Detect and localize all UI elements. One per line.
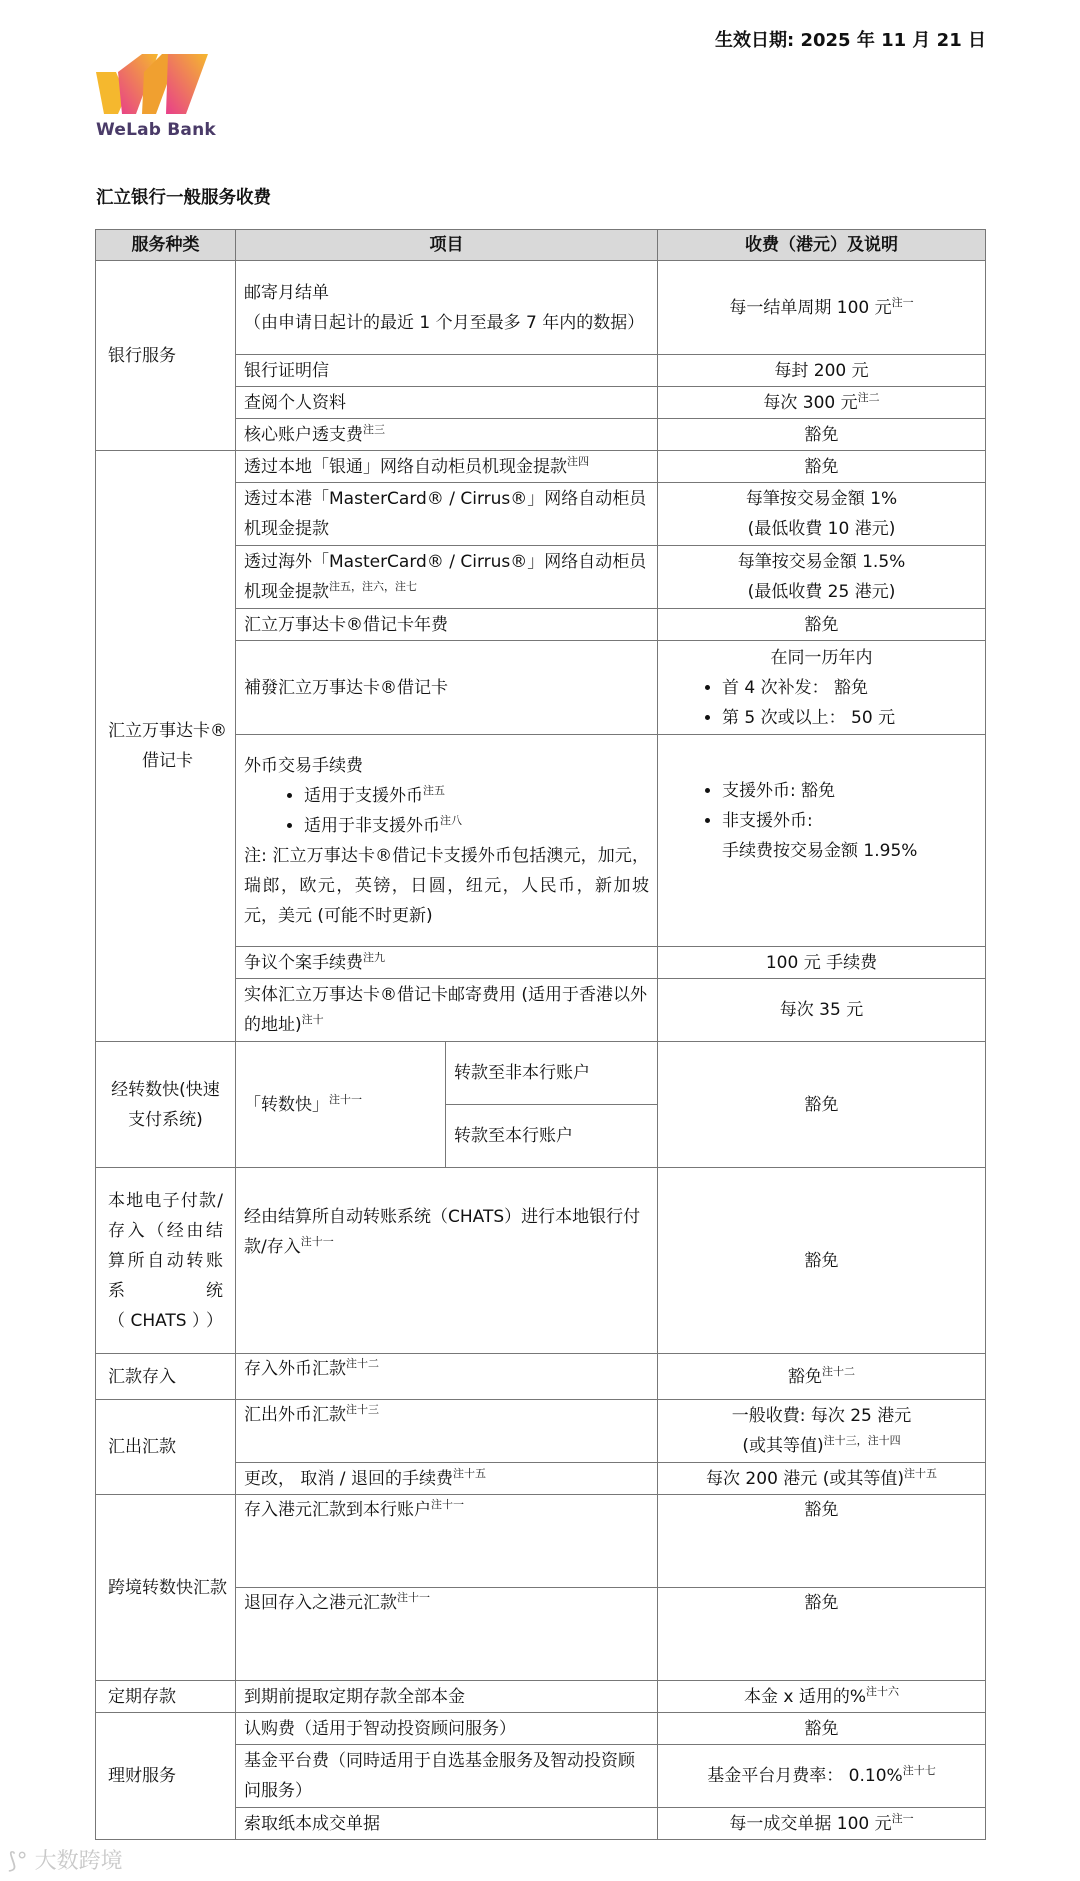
note-ref: 注十一 <box>329 1092 362 1106</box>
fee-text: 每筆按交易金額 1.5% <box>737 552 906 572</box>
fee-remit-out <box>658 1400 986 1463</box>
header-fee: 收费（港元）及说明 <box>658 230 986 261</box>
fee-text: 本金 x 适用的% <box>743 1686 867 1707</box>
item-text: 核心账户透支费 <box>244 424 363 445</box>
note-ref: 注十一 <box>300 1235 334 1248</box>
fee-text: 基金平台月费率： 0.10% <box>707 1766 903 1786</box>
fee-text: 每次 200 港元 (或其等值) <box>706 1468 904 1489</box>
item-text: 邮寄月结单 <box>244 282 329 303</box>
note-ref: 注十一 <box>431 1498 464 1511</box>
item-text: 「转数快」 <box>244 1094 329 1115</box>
item-card-replacement: 補發汇立万事达卡®借记卡 <box>236 641 658 735</box>
item-personal-data <box>236 387 658 419</box>
fee-list <box>666 776 977 866</box>
table-row <box>96 1042 986 1105</box>
note-ref: 注十六 <box>866 1684 900 1698</box>
item-text: （由申请日起计的最近 1 个月至最多 7 年内的数据） <box>244 312 645 333</box>
item-text: 退回存入之港元汇款 <box>244 1593 397 1613</box>
item-time-deposit: 到期前提取定期存款全部本金 <box>236 1681 658 1713</box>
note-ref: 注十七 <box>902 1764 936 1777</box>
note-ref: 注十三 <box>346 1403 379 1416</box>
note-ref: 注八 <box>440 813 462 827</box>
item-cross-border-in <box>236 1495 658 1588</box>
category-remit-in: 汇款存入 <box>96 1354 236 1400</box>
category-fps: 经转数快(快速支付系统) <box>96 1042 236 1168</box>
fee-text: 在同一历年内 <box>770 647 873 668</box>
category-chats: 本地电子付款/存入（经由结算所自动转账系统（CHATS）） <box>96 1168 236 1354</box>
table-row <box>96 261 986 355</box>
fee-cross-border-in: 豁免 <box>658 1495 986 1588</box>
remark-text: 注: 汇立万事达卡®借记卡支援外币包括澳元，加元，瑞郎，欧元，英镑，日圆，纽元，人民币，新加坡元，美元 (可能不时更新) <box>244 845 649 926</box>
note-ref: 注四 <box>567 454 589 468</box>
list-item: • 第 5 次或以上： 50 元 <box>722 703 977 733</box>
note-ref: 注十二 <box>822 1364 855 1378</box>
fee-hk-atm <box>658 483 986 546</box>
fee-text: 每一结单周期 100 元 <box>729 297 892 318</box>
table-row <box>96 1495 986 1588</box>
item-platform-fee: 基金平台费（同時适用于自选基金服务及智动投资顾问服务） <box>236 1745 658 1808</box>
item-dispute-fee <box>236 947 658 979</box>
watermark-text: 大数跨境 <box>34 1849 123 1874</box>
table-row <box>96 1400 986 1463</box>
item-list <box>244 781 649 841</box>
item-local-atm <box>236 451 658 483</box>
item-overseas-atm <box>236 546 658 609</box>
fee-text: 每一成交单据 100 元 <box>729 1813 892 1834</box>
fee-text: 手续费按交易金额 1.95% <box>722 840 918 861</box>
header-service-type: 服务种类 <box>96 230 236 261</box>
fee-local-atm: 豁免 <box>658 451 986 483</box>
item-fps-to-other-bank: 转款至非本行账户 <box>446 1042 658 1105</box>
item-text: 适用于非支援外币 <box>304 815 440 836</box>
note-ref: 注二 <box>857 390 880 404</box>
fee-text <box>666 1431 977 1461</box>
item-bank-letter: 银行证明信 <box>236 355 658 387</box>
note-ref: 注十一 <box>397 1591 430 1604</box>
item-card-postage <box>236 979 658 1042</box>
fee-dispute: 100 元 手续费 <box>658 947 986 979</box>
item-paper-contract-note: 索取纸本成交单据 <box>236 1808 658 1840</box>
fee-text: 每筆按交易金額 1% <box>745 489 898 509</box>
item-text: 存入港元汇款到本行账户 <box>244 1500 431 1520</box>
category-cross-border: 跨境转数快汇款 <box>96 1495 236 1681</box>
item-remit-out <box>236 1400 658 1463</box>
category-banking: 银行服务 <box>96 261 236 451</box>
item-text: 适用于支援外币 <box>304 785 423 806</box>
category-time-deposit: 定期存款 <box>96 1681 236 1713</box>
note-ref: 注十五 <box>452 1466 486 1480</box>
note-ref: 注五 <box>423 783 445 797</box>
fee-text: (最低收費 25 港元) <box>747 582 896 602</box>
note-ref: 注五，注六，注七 <box>329 580 417 593</box>
fee-monthly-statement <box>658 261 986 355</box>
note-ref: 注三 <box>363 422 385 436</box>
fee-text: • 非支援外币: <box>722 810 813 831</box>
item-text: 实体汇立万事达卡®借记卡邮寄费用 (适用于香港以外的地址) <box>244 985 648 1035</box>
fee-subscription: 豁免 <box>658 1713 986 1745</box>
item-text: 经由结算所自动转账系统（CHATS）进行本地银行付款/存入 <box>244 1207 641 1257</box>
fee-chats: 豁免 <box>658 1168 986 1354</box>
list-item: • 支援外币: 豁免 <box>722 776 977 806</box>
table-row <box>96 451 986 483</box>
item-text: 查阅个人资料 <box>244 392 346 413</box>
fee-table <box>95 229 986 1840</box>
fee-personal-data <box>658 387 986 419</box>
item-overdraft <box>236 419 658 451</box>
list-item: • 首 4 次补发： 豁免 <box>722 673 977 703</box>
table-row <box>96 1168 986 1354</box>
item-fps-to-same-bank: 转款至本行账户 <box>446 1105 658 1168</box>
item-subscription-fee: 认购费（适用于智动投资顾问服务） <box>236 1713 658 1745</box>
item-remit-in <box>236 1354 658 1400</box>
table-row <box>96 1681 986 1713</box>
category-wealth: 理财服务 <box>96 1713 236 1840</box>
item-text: 汇出外币汇款 <box>244 1405 346 1425</box>
welab-logo <box>96 54 218 140</box>
note-ref: 注一 <box>891 295 914 309</box>
table-header-row <box>96 230 986 261</box>
fee-fps: 豁免 <box>658 1042 986 1168</box>
page-title: 汇立银行一般服务收费 <box>96 188 271 208</box>
note-ref: 注一 <box>891 1811 914 1825</box>
list-item <box>304 811 649 841</box>
item-text: 透过海外「MasterCard® / Cirrus®」网络自动柜员机现金提款 <box>244 552 647 602</box>
fee-bank-letter: 每封 200 元 <box>658 355 986 387</box>
fee-text: 每次 300 元 <box>763 392 858 413</box>
fee-text: (或其等值) <box>742 1436 824 1456</box>
note-ref: 注十五 <box>903 1466 937 1480</box>
category-debit-card: 汇立万事达卡®借记卡 <box>96 451 236 1042</box>
welab-logo-text: WeLab Bank <box>96 120 216 140</box>
fee-overseas-atm <box>658 546 986 609</box>
item-remit-amend <box>236 1463 658 1495</box>
fee-fx <box>658 735 986 947</box>
table-row <box>96 1713 986 1745</box>
fee-remit-in <box>658 1354 986 1400</box>
fee-overdraft: 豁免 <box>658 419 986 451</box>
category-remit-out: 汇出汇款 <box>96 1400 236 1495</box>
fee-platform <box>658 1745 986 1808</box>
item-text: 争议个案手续费 <box>244 952 363 973</box>
note-ref: 注十二 <box>346 1357 379 1370</box>
fee-annual-fee: 豁免 <box>658 609 986 641</box>
item-text: 更改， 取消 / 退回的手续费 <box>244 1468 453 1489</box>
welab-logo-icon <box>96 54 208 114</box>
effective-date: 生效日期: 2025 年 11 月 21 日 <box>715 30 986 51</box>
item-cross-border-return <box>236 1588 658 1681</box>
watermark <box>8 1844 123 1875</box>
fee-text: 豁免 <box>788 1366 822 1387</box>
item-text: 外币交易手续费 <box>244 755 363 776</box>
note-ref: 注十三，注十四 <box>823 1434 901 1447</box>
watermark-icon: ⟆° <box>8 1849 28 1874</box>
fee-text: 一般收費: 每次 25 港元 <box>731 1406 912 1426</box>
item-hk-atm: 透过本港「MasterCard® / Cirrus®」网络自动柜员机现金提款 <box>236 483 658 546</box>
fee-text: (最低收費 10 港元) <box>747 519 896 539</box>
fee-remit-amend <box>658 1463 986 1495</box>
list-item <box>304 781 649 811</box>
item-annual-fee: 汇立万事达卡®借记卡年费 <box>236 609 658 641</box>
fee-list <box>666 673 977 733</box>
item-fx-fee <box>236 735 658 947</box>
header-item: 项目 <box>236 230 658 261</box>
table-row <box>96 1354 986 1400</box>
note-ref: 注九 <box>363 950 385 964</box>
fee-cross-border-return: 豁免 <box>658 1588 986 1681</box>
item-text: 透过本地「银通」网络自动柜员机现金提款 <box>244 456 567 477</box>
fee-paper-contract-note <box>658 1808 986 1840</box>
item-text: 存入外币汇款 <box>244 1359 346 1379</box>
item-chats <box>236 1168 658 1354</box>
item-fps <box>236 1042 446 1168</box>
list-item <box>722 806 977 866</box>
item-monthly-statement <box>236 261 658 355</box>
note-ref: 注十 <box>301 1013 324 1026</box>
fee-card-postage: 每次 35 元 <box>658 979 986 1042</box>
fee-time-deposit <box>658 1681 986 1713</box>
fee-card-replacement <box>658 641 986 735</box>
